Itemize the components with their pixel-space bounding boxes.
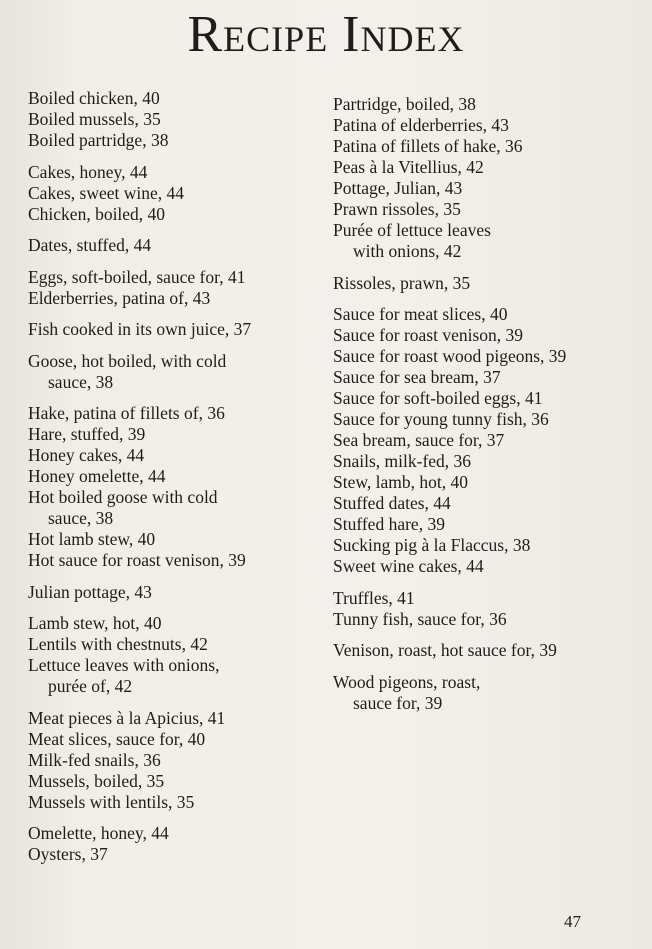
index-entry-text: Oysters, 37 (28, 844, 108, 864)
index-letter-group (333, 672, 633, 714)
index-entry-text: Sauce for soft-boiled eggs, 41 (333, 388, 543, 408)
index-entry-text: Meat pieces à la Apicius, 41 (28, 707, 226, 728)
index-entry-text: Boiled chicken, 40 (28, 88, 160, 108)
index-entry (28, 792, 318, 813)
index-entry-text: Purée of lettuce leaves (333, 220, 491, 240)
index-entry-continuation: purée of, 42 (48, 676, 133, 696)
index-entry (333, 388, 633, 409)
index-entry-text: Hot lamb stew, 40 (28, 529, 156, 549)
index-entry (333, 430, 633, 451)
index-entry (333, 367, 633, 388)
index-entry (28, 823, 318, 844)
index-entry-text: Lentils with chestnuts, 42 (28, 634, 208, 654)
index-entry-continuation: sauce, 38 (48, 371, 114, 392)
index-entry (333, 609, 633, 630)
index-entry-text: Sauce for meat slices, 40 (333, 304, 508, 324)
index-entry-text: Venison, roast, hot sauce for, 39 (333, 640, 557, 660)
index-entry (333, 472, 633, 493)
index-entry-text: Elderberries, patina of, 43 (28, 287, 211, 308)
index-entry-text: Boiled mussels, 35 (28, 109, 161, 129)
index-letter-group (28, 613, 318, 697)
index-entry-text: Milk-fed snails, 36 (28, 749, 161, 770)
index-column-right (333, 94, 633, 724)
index-entry (333, 178, 633, 199)
index-entry-text: Julian pottage, 43 (28, 581, 152, 602)
index-entry (28, 204, 318, 225)
index-entry (28, 466, 318, 487)
index-entry (28, 750, 318, 771)
index-entry (28, 582, 318, 603)
index-entry-text: Truffles, 41 (333, 587, 415, 608)
index-letter-group (333, 304, 633, 577)
index-entry (333, 346, 633, 367)
index-entry-text: Goose, hot boiled, with cold (28, 350, 227, 371)
index-entry (28, 844, 318, 865)
index-entry (28, 708, 318, 729)
index-entry (28, 88, 318, 109)
index-entry (333, 672, 633, 714)
page-number: 47 (564, 912, 581, 931)
index-entry (333, 451, 633, 472)
index-entry (28, 267, 318, 288)
index-entry-text: Eggs, soft-boiled, sauce for, 41 (28, 266, 246, 287)
index-entry (333, 535, 633, 556)
index-entry-text: Fish cooked in its own juice, 37 (28, 319, 252, 339)
index-entry-text: Stuffed hare, 39 (333, 514, 445, 534)
index-entry-text: Sauce for young tunny fish, 36 (333, 409, 549, 429)
index-entry-text: Peas à la Vitellius, 42 (333, 157, 484, 177)
index-entry (28, 550, 318, 571)
index-entry (28, 771, 318, 792)
index-entry-text: Prawn rissoles, 35 (333, 199, 461, 219)
index-entry-text: Sauce for sea bream, 37 (333, 367, 501, 387)
index-letter-group (28, 823, 318, 865)
index-entry (333, 640, 633, 661)
index-entry-text: Patina of elderberries, 43 (333, 115, 509, 135)
index-entry-text: Honey omelette, 44 (28, 466, 166, 486)
index-entry-text: Cakes, sweet wine, 44 (28, 182, 185, 203)
index-entry (28, 403, 318, 424)
index-entry-text: Patina of fillets of hake, 36 (333, 136, 523, 156)
index-entry (28, 235, 318, 256)
index-entry-text: Stuffed dates, 44 (333, 493, 451, 513)
index-entry-text: Lettuce leaves with onions, (28, 655, 220, 675)
index-entry-text: Lamb stew, hot, 40 (28, 613, 162, 633)
index-entry (28, 613, 318, 634)
index-entry (333, 199, 633, 220)
index-letter-group (28, 351, 318, 393)
index-entry-text: Sauce for roast wood pigeons, 39 (333, 346, 567, 366)
index-entry-text: Hot sauce for roast venison, 39 (28, 550, 246, 570)
index-entry (333, 157, 633, 178)
index-letter-group (333, 640, 633, 661)
index-entry (28, 183, 318, 204)
index-letter-group (28, 88, 318, 151)
index-letter-group (28, 235, 318, 256)
index-entry-text: Sea bream, sauce for, 37 (333, 430, 505, 450)
index-letter-group (333, 94, 633, 262)
index-entry-text: Rissoles, prawn, 35 (333, 272, 471, 293)
index-entry (28, 109, 318, 130)
index-letter-group (28, 162, 318, 225)
index-entry-text: Stew, lamb, hot, 40 (333, 472, 468, 492)
index-entry-text: Hot boiled goose with cold (28, 487, 218, 507)
index-entry (28, 288, 318, 309)
index-entry (28, 319, 318, 340)
index-entry-text: Wood pigeons, roast, (333, 671, 481, 692)
index-entry (333, 94, 633, 115)
index-entry (333, 493, 633, 514)
index-entry (333, 409, 633, 430)
page-title: Recipe Index (187, 6, 465, 63)
index-letter-group (28, 403, 318, 571)
index-letter-group (28, 582, 318, 603)
index-entry-text: Partridge, boiled, 38 (333, 94, 476, 114)
index-entry (333, 220, 633, 262)
index-entry-text: Dates, stuffed, 44 (28, 235, 152, 255)
index-entry (333, 588, 633, 609)
index-entry-text: Boiled partridge, 38 (28, 130, 169, 150)
index-entry-text: Snails, milk-fed, 36 (333, 451, 472, 471)
index-entry-text: Tunny fish, sauce for, 36 (333, 608, 507, 629)
index-entry-text: Sucking pig à la Flaccus, 38 (333, 535, 531, 555)
index-entry (333, 136, 633, 157)
index-entry (333, 556, 633, 577)
index-entry (28, 655, 318, 697)
index-entry-text: Mussels with lentils, 35 (28, 791, 195, 812)
index-letter-group (28, 708, 318, 813)
index-entry-text: Sweet wine cakes, 44 (333, 556, 484, 576)
index-entry (28, 130, 318, 151)
index-entry-continuation: sauce, 38 (48, 508, 114, 528)
index-entry-text: Meat slices, sauce for, 40 (28, 728, 206, 749)
index-entry (28, 445, 318, 466)
index-entry-text: Omelette, honey, 44 (28, 823, 169, 843)
index-entry (28, 634, 318, 655)
index-column-left (28, 88, 318, 876)
index-entry-text: Sauce for roast venison, 39 (333, 325, 524, 345)
index-entry-text: Mussels, boiled, 35 (28, 770, 165, 791)
index-entry-continuation: sauce for, 39 (353, 692, 443, 713)
index-entry (28, 487, 318, 529)
index-entry-text: Pottage, Julian, 43 (333, 178, 463, 198)
index-entry (333, 325, 633, 346)
index-entry-text: Honey cakes, 44 (28, 445, 145, 465)
index-entry-text: Cakes, honey, 44 (28, 161, 148, 182)
index-letter-group (333, 273, 633, 294)
index-entry-text: Hake, patina of fillets of, 36 (28, 403, 225, 423)
index-entry (333, 304, 633, 325)
index-letter-group (28, 319, 318, 340)
index-entry (28, 351, 318, 393)
index-entry (28, 162, 318, 183)
index-entry-text: Chicken, boiled, 40 (28, 203, 166, 224)
index-letter-group (333, 588, 633, 630)
index-entry (28, 529, 318, 550)
index-entry (28, 729, 318, 750)
index-entry (333, 115, 633, 136)
index-letter-group (28, 267, 318, 309)
index-entry (333, 514, 633, 535)
index-entry (333, 273, 633, 294)
index-entry-text: Hare, stuffed, 39 (28, 424, 146, 444)
index-entry (28, 424, 318, 445)
index-entry-continuation: with onions, 42 (353, 241, 462, 261)
